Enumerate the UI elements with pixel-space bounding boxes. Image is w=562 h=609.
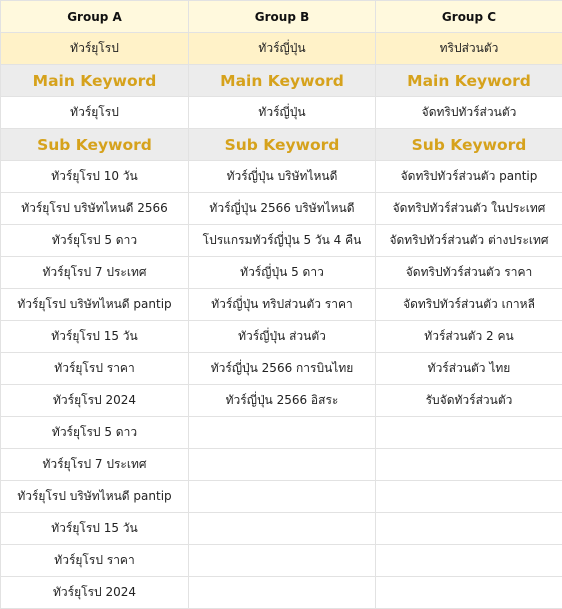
title-cell: ทัวร์ยุโรป <box>1 33 189 65</box>
sub-keyword-cell: ทัวร์ยุโรป 15 วัน <box>1 513 189 545</box>
sub-keyword-cell: ทัวร์ญี่ปุ่น ส่วนตัว <box>189 321 376 353</box>
sub-keyword-cell: ทัวร์ยุโรป บริษัทไหนดี 2566 <box>1 193 189 225</box>
sub-keyword-row <box>1 385 562 417</box>
title-cell: ทัวร์ญี่ปุ่น <box>189 33 376 65</box>
sub-keyword-cell: ทัวร์ยุโรป 7 ประเทศ <box>1 257 189 289</box>
sub-keyword-row <box>1 353 562 385</box>
main-keyword-label: Main Keyword <box>376 65 562 97</box>
sub-keyword-cell: ทัวร์ญี่ปุ่น ทริปส่วนตัว ราคา <box>189 289 376 321</box>
sub-keyword-cell: ทัวร์ญี่ปุ่น บริษัทไหนดี <box>189 161 376 193</box>
sub-keyword-cell <box>376 545 562 577</box>
sub-keyword-cell: จัดทริปทัวร์ส่วนตัว ในประเทศ <box>376 193 562 225</box>
sub-keyword-cell: ทัวร์ญี่ปุ่น 2566 อิสระ <box>189 385 376 417</box>
sub-keyword-cell: ทัวร์ยุโรป 5 ดาว <box>1 417 189 449</box>
sub-keyword-row <box>1 577 562 609</box>
sub-keyword-row <box>1 289 562 321</box>
sub-keyword-cell <box>189 545 376 577</box>
sub-keyword-cell: ทัวร์ส่วนตัว ไทย <box>376 353 562 385</box>
sub-keyword-section-row <box>1 129 562 161</box>
sub-keyword-cell: ทัวร์ยุโรป 15 วัน <box>1 321 189 353</box>
header-row <box>1 1 562 33</box>
main-keyword-label: Main Keyword <box>1 65 189 97</box>
main-keyword-cell: ทัวร์ยุโรป <box>1 97 189 129</box>
sub-keyword-row <box>1 225 562 257</box>
sub-keyword-cell <box>189 417 376 449</box>
main-keyword-cell: จัดทริปทัวร์ส่วนตัว <box>376 97 562 129</box>
header-group-b: Group B <box>189 1 376 33</box>
sub-keyword-cell: ทัวร์ยุโรป 2024 <box>1 577 189 609</box>
title-cell: ทริปส่วนตัว <box>376 33 562 65</box>
sub-keyword-cell: จัดทริปทัวร์ส่วนตัว pantip <box>376 161 562 193</box>
sub-keyword-cell <box>376 417 562 449</box>
sub-keyword-label: Sub Keyword <box>1 129 189 161</box>
sub-keyword-cell <box>376 577 562 609</box>
sub-keyword-cell: ทัวร์ยุโรป 5 ดาว <box>1 225 189 257</box>
sub-keyword-cell: ทัวร์ส่วนตัว 2 คน <box>376 321 562 353</box>
sub-keyword-cell: ทัวร์ญี่ปุ่น 2566 การบินไทย <box>189 353 376 385</box>
header-group-c: Group C <box>376 1 562 33</box>
sub-keyword-row <box>1 193 562 225</box>
sub-keyword-cell <box>189 481 376 513</box>
sub-keyword-cell: จัดทริปทัวร์ส่วนตัว ต่างประเทศ <box>376 225 562 257</box>
sub-keyword-cell: ทัวร์ยุโรป 2024 <box>1 385 189 417</box>
sub-keyword-row <box>1 321 562 353</box>
sub-keyword-cell: ทัวร์ยุโรป ราคา <box>1 353 189 385</box>
sub-keyword-cell <box>189 449 376 481</box>
sub-keyword-cell <box>189 513 376 545</box>
sub-keyword-cell: โปรแกรมทัวร์ญี่ปุ่น 5 วัน 4 คืน <box>189 225 376 257</box>
header-group-a: Group A <box>1 1 189 33</box>
sub-keyword-row <box>1 161 562 193</box>
sub-keyword-cell <box>376 481 562 513</box>
sub-keyword-row <box>1 481 562 513</box>
sub-keyword-cell: ทัวร์ยุโรป บริษัทไหนดี pantip <box>1 289 189 321</box>
sub-keyword-row <box>1 513 562 545</box>
sub-keyword-row <box>1 257 562 289</box>
main-keyword-section-row <box>1 65 562 97</box>
sub-keyword-row <box>1 449 562 481</box>
sub-keyword-cell: ทัวร์ยุโรป บริษัทไหนดี pantip <box>1 481 189 513</box>
sub-keyword-row <box>1 417 562 449</box>
sub-keyword-cell <box>376 449 562 481</box>
sub-keyword-label: Sub Keyword <box>376 129 562 161</box>
sub-keyword-cell: ทัวร์ญี่ปุ่น 5 ดาว <box>189 257 376 289</box>
sub-keyword-cell <box>189 577 376 609</box>
sub-keyword-cell: จัดทริปทัวร์ส่วนตัว ราคา <box>376 257 562 289</box>
sub-keyword-cell: ทัวร์ญี่ปุ่น 2566 บริษัทไหนดี <box>189 193 376 225</box>
sub-keyword-label: Sub Keyword <box>189 129 376 161</box>
sub-keyword-cell: ทัวร์ยุโรป 7 ประเทศ <box>1 449 189 481</box>
sub-keyword-cell: รับจัดทัวร์ส่วนตัว <box>376 385 562 417</box>
main-keyword-row <box>1 97 562 129</box>
sub-keyword-cell: ทัวร์ยุโรป ราคา <box>1 545 189 577</box>
title-row <box>1 33 562 65</box>
sub-keyword-cell: ทัวร์ยุโรป 10 วัน <box>1 161 189 193</box>
sub-keyword-cell: จัดทริปทัวร์ส่วนตัว เกาหลี <box>376 289 562 321</box>
main-keyword-label: Main Keyword <box>189 65 376 97</box>
sub-keyword-row <box>1 545 562 577</box>
sub-keyword-cell <box>376 513 562 545</box>
main-keyword-cell: ทัวร์ญี่ปุ่น <box>189 97 376 129</box>
